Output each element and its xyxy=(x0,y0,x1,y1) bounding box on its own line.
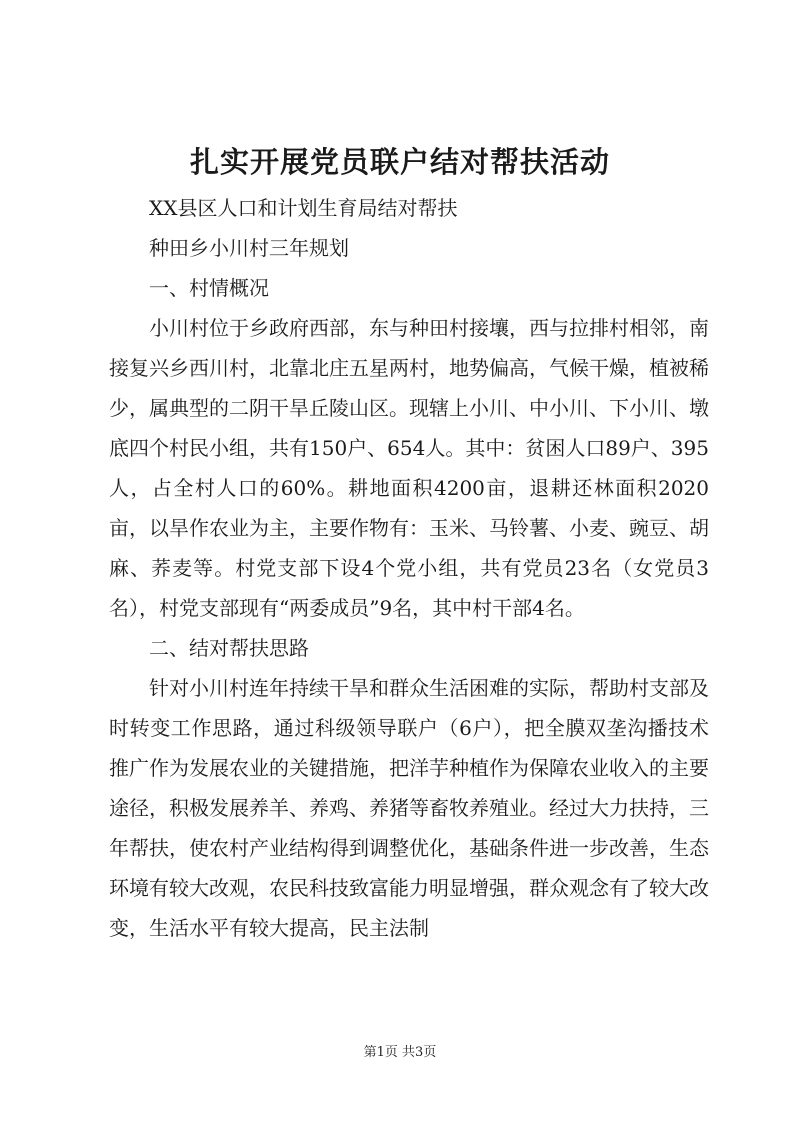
paragraph-assistance-approach: 针对小川村连年持续干旱和群众生活困难的实际，帮助村支部及时转变工作思路，通过科级领导联户（6户），把全膜双垄沟播技术推广作为发展农业的关键措施，把洋芋种植作为保障农业收入的主要途径，积极发展养羊、养鸡、养猪等畜牧养殖业。经过大力扶持，三年帮扶，使农村产业结构得到调整优化，基础条件进一步改善，生态环境有较大改观，农民科技致富能力明显增强，群众观念有了较大改变，生活水平有较大提高，民主法制 xyxy=(109,676,709,940)
section-heading-village-overview: 一、村情概况 xyxy=(149,276,269,300)
document-title: 扎实开展党员联户结对帮扶活动 xyxy=(189,145,610,179)
paragraph-heading-plan: 种田乡小川村三年规划 xyxy=(149,236,349,260)
paragraph-village-overview: 小川村位于乡政府西部，东与种田村接壤，西与拉排村相邻，南接复兴乡西川村，北靠北庄五星两村，地势偏高，气候干燥，植被稀少，属典型的二阴干旱丘陵山区。现辖上小川、中小川、下小川、墩底四个村民小组，共有150户、654人。其中：贫困人口89户、395人，占全村人口的60%。耕地面积4200亩，退耕还林面积2020亩，以旱作农业为主，主要作物有：玉米、马铃薯、小麦、豌豆、胡麻、荞麦等。村党支部下设4个党小组，共有党员23名（女党员3名），村党支部现有“两委成员”9名，其中村干部4名。 xyxy=(109,316,709,620)
page-footer: 第1页 共3页 xyxy=(363,1045,437,1060)
paragraph-heading-bureau: XX县区人口和计划生育局结对帮扶 xyxy=(149,196,458,220)
section-heading-assistance-approach: 二、结对帮扶思路 xyxy=(149,636,309,660)
document-body xyxy=(109,188,709,948)
